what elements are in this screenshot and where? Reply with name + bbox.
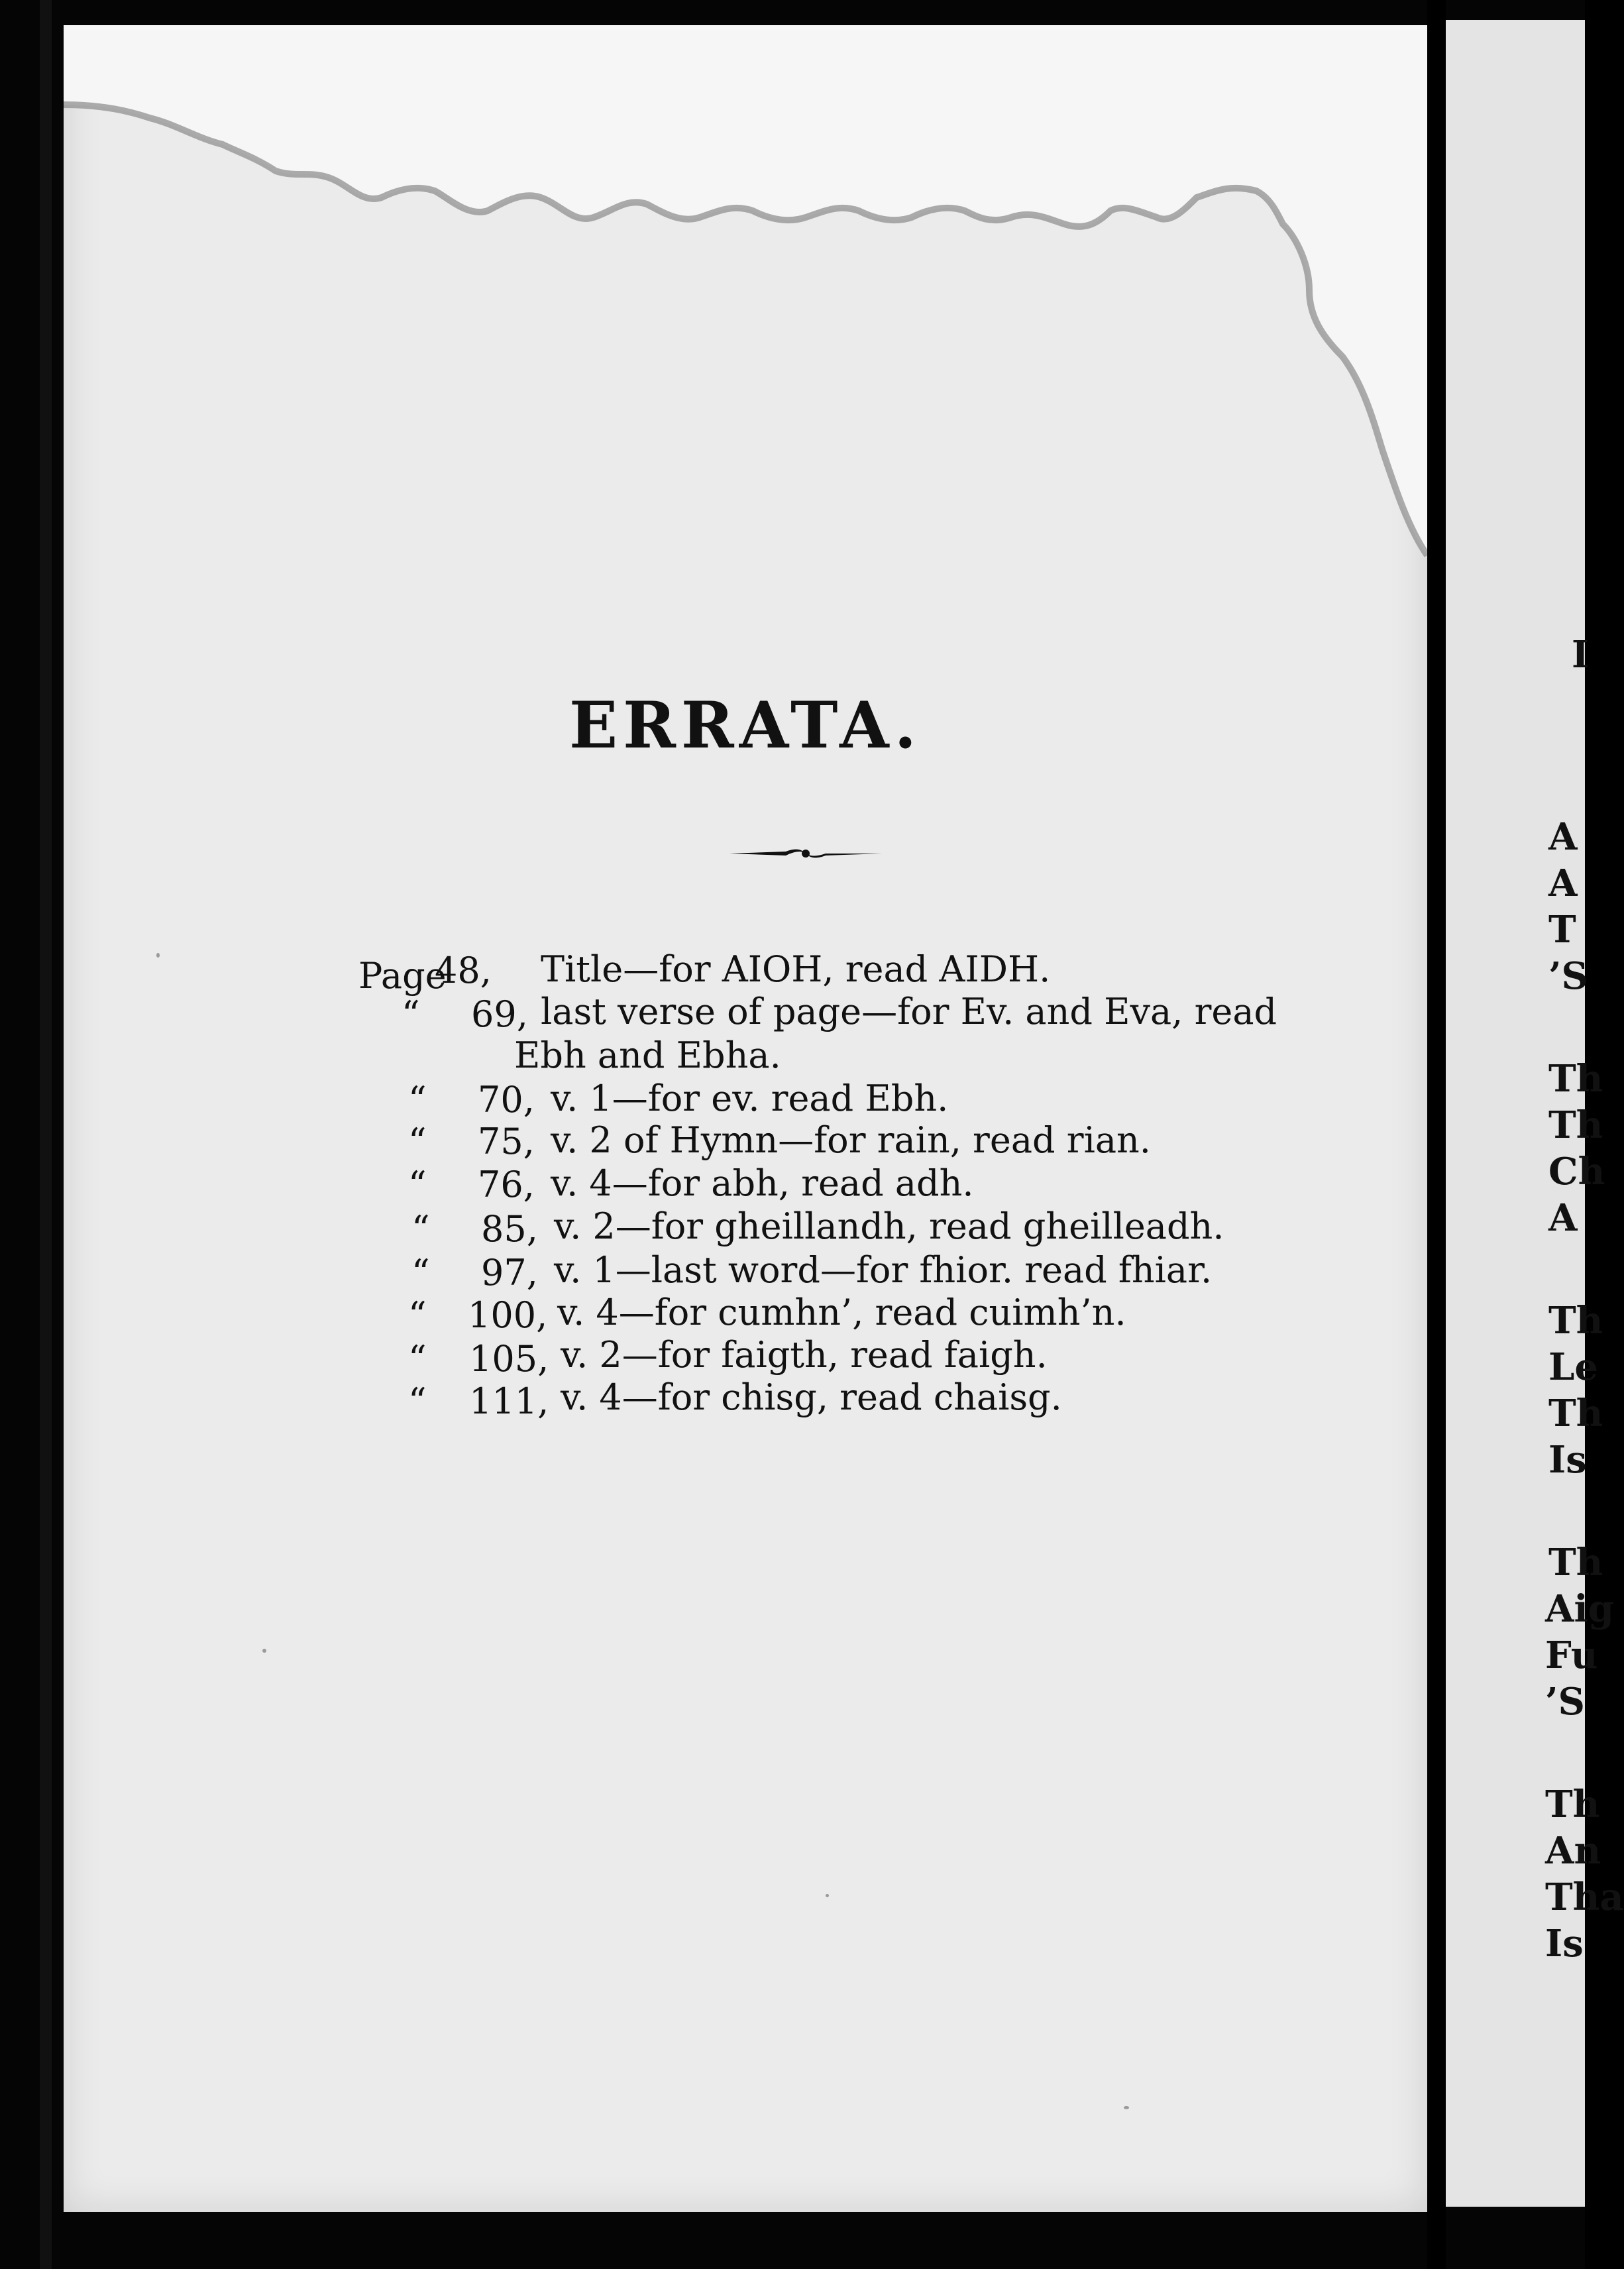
entry-prefix: Page — [358, 955, 447, 997]
facing-page-line: Th — [1548, 1057, 1603, 1101]
entry-page-number: 100, — [468, 1294, 548, 1336]
paper-speck — [826, 1894, 829, 1897]
entry-page-number: 69, — [471, 993, 528, 1035]
entry-page-number: 111, — [469, 1380, 549, 1422]
facing-page-line: A — [1548, 861, 1578, 905]
entry-correction-continuation: Ebh and Ebha. — [514, 1034, 781, 1076]
entry-prefix: “ — [408, 1121, 427, 1162]
entry-correction: v. 4—for abh, read adh. — [551, 1162, 974, 1204]
water-stain — [64, 25, 1427, 622]
facing-page-line: Is — [1545, 1922, 1584, 1965]
entry-page-number: 70, — [478, 1079, 535, 1121]
entry-correction: v. 1—last word—for fhior. read fhiar. — [554, 1249, 1213, 1291]
entry-prefix: “ — [408, 1338, 427, 1380]
entry-prefix: “ — [411, 1208, 430, 1250]
entry-page-number: 85, — [481, 1208, 538, 1250]
errata-title: ERRATA. — [568, 688, 922, 763]
paper-speck — [262, 1649, 266, 1653]
page-gutter — [1427, 0, 1446, 2269]
entry-page-number: 76, — [478, 1164, 535, 1205]
paper-speck — [156, 953, 160, 958]
facing-page-line: T — [1548, 908, 1576, 952]
ornamental-divider-icon — [726, 844, 885, 863]
facing-page-line: Th — [1548, 1392, 1603, 1435]
facing-page-line: Le — [1548, 1345, 1599, 1389]
entry-correction: v. 2—for gheillandh, read gheilleadh. — [554, 1205, 1224, 1247]
entry-correction: v. 2—for faigth, read faigh. — [561, 1334, 1048, 1376]
entry-correction: Title—for AIOH, read AIDH. — [541, 948, 1051, 990]
entry-correction: v. 1—for ev. read Ebh. — [551, 1078, 949, 1119]
page-edge-shadow — [40, 0, 52, 2269]
errata-page — [64, 25, 1427, 2212]
entry-page-number: 75, — [478, 1121, 535, 1162]
facing-page-fragment — [1446, 20, 1624, 2207]
entry-correction: last verse of page—for Ev. and Eva, read — [541, 991, 1277, 1032]
facing-page-line: A — [1548, 1196, 1578, 1240]
facing-page-line: Fu — [1545, 1633, 1598, 1677]
facing-page-line: Aig — [1545, 1587, 1614, 1631]
paper-speck — [1124, 2106, 1129, 2109]
facing-page-line: I — [1572, 633, 1590, 677]
facing-page-line: An — [1545, 1829, 1601, 1873]
entry-correction: v. 2 of Hymn—for rain, read rian. — [551, 1119, 1151, 1161]
entry-page-number: 97, — [481, 1252, 538, 1294]
facing-page-line: Th — [1545, 1783, 1600, 1826]
entry-prefix: “ — [408, 1164, 427, 1205]
facing-page-line: ’S — [1545, 1680, 1585, 1724]
facing-page-line: Th — [1548, 1103, 1603, 1147]
facing-page-line: A — [1548, 815, 1578, 859]
entry-correction: v. 4—for cumhn’, read cuimh’n. — [557, 1292, 1126, 1333]
entry-correction: v. 4—for chisg, read chaisg. — [561, 1376, 1062, 1418]
facing-page-line: Is — [1548, 1438, 1587, 1482]
entry-prefix: “ — [402, 993, 420, 1035]
facing-page-line: Tha — [1545, 1875, 1624, 1919]
facing-page-line: Ch — [1548, 1150, 1605, 1193]
facing-page-line: Th — [1548, 1541, 1603, 1584]
entry-prefix: “ — [408, 1079, 427, 1121]
facing-page-line: ’S — [1548, 954, 1588, 998]
facing-page-line: Th — [1548, 1299, 1603, 1343]
entry-page-number: 48, — [435, 950, 492, 991]
entry-prefix: “ — [411, 1252, 430, 1294]
entry-page-number: 105, — [469, 1338, 549, 1380]
entry-prefix: “ — [408, 1380, 427, 1422]
entry-prefix: “ — [408, 1294, 427, 1336]
